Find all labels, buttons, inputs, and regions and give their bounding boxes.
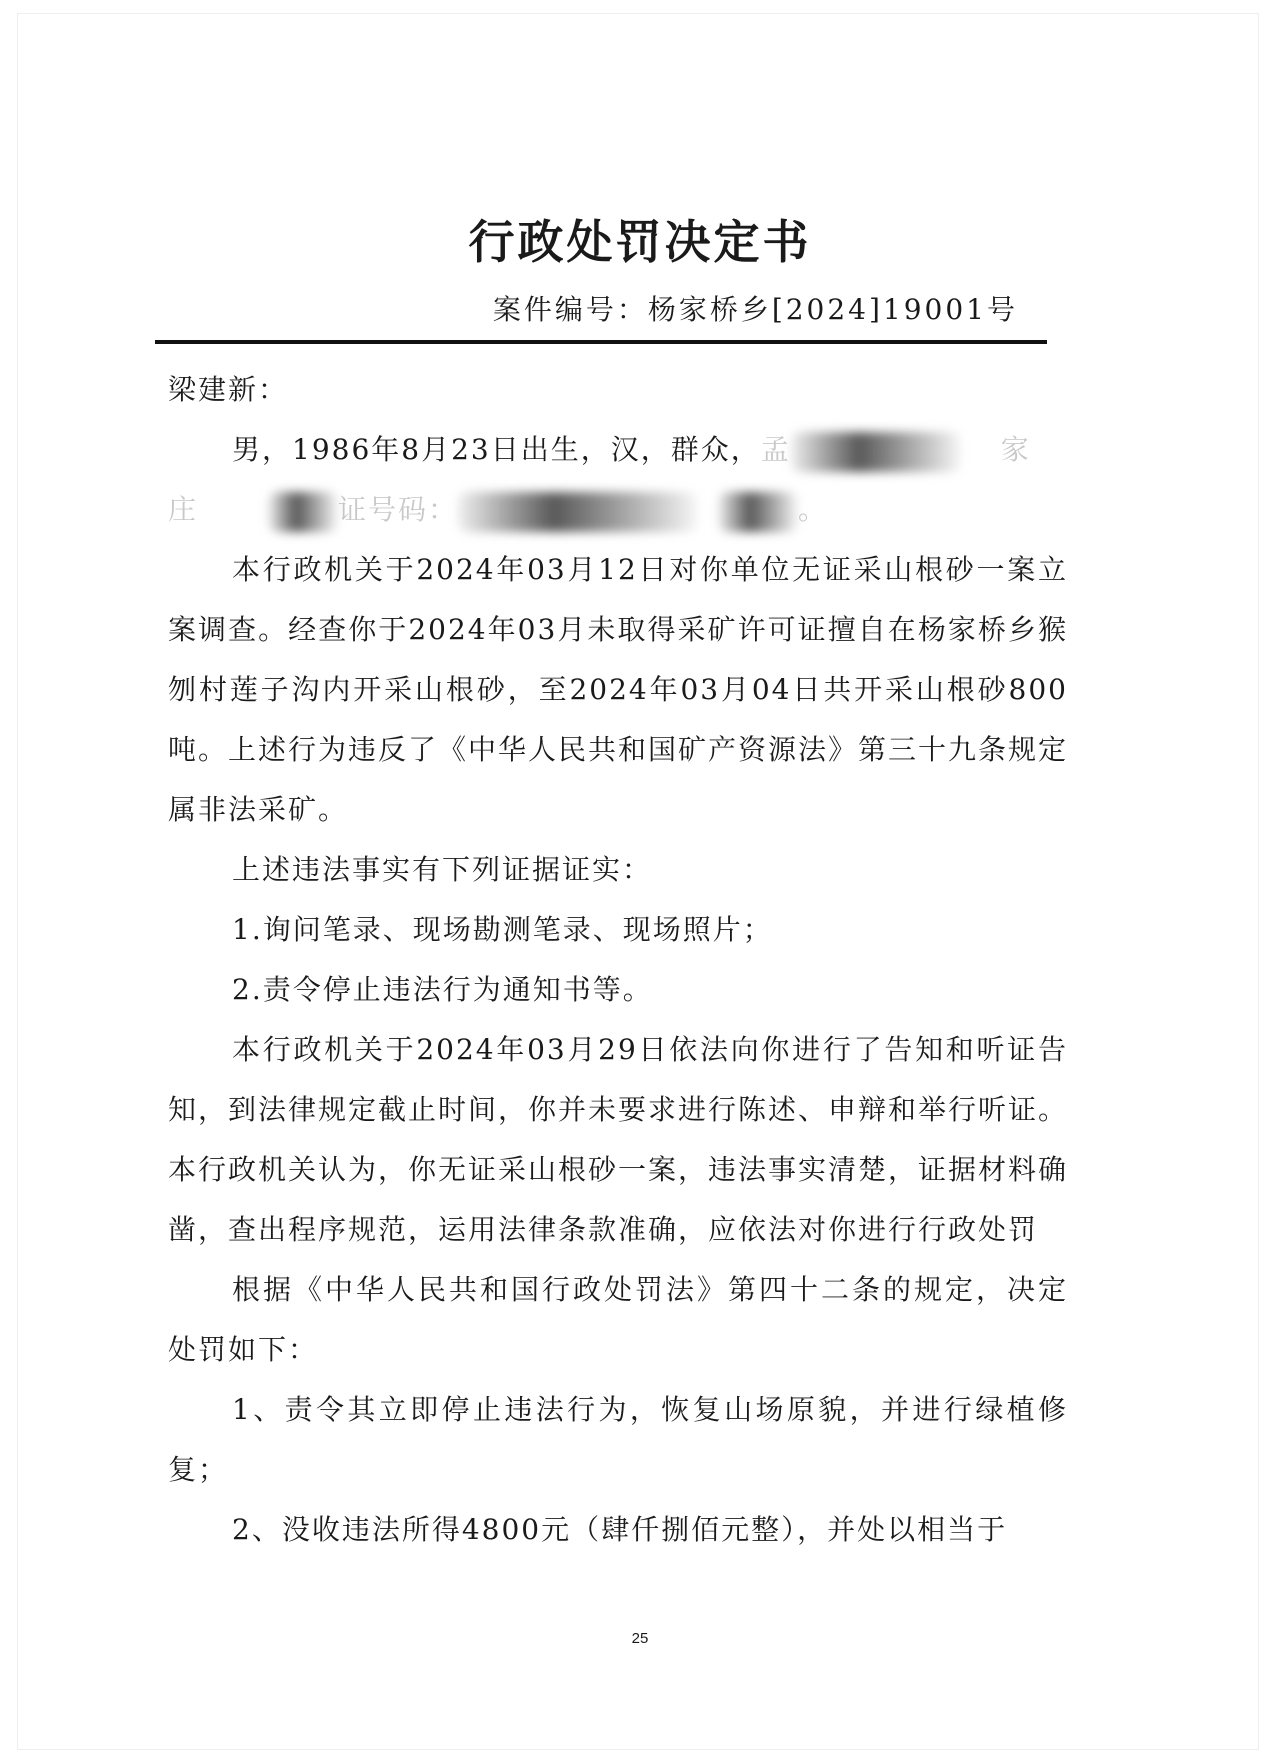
personal-info-fragment: 庄 [168, 493, 199, 526]
paragraph-penalty-2: 2、没收违法所得4800元（肆仟捌佰元整），并处以相当于 [232, 1513, 1008, 1546]
paragraph-penalty-1: 1、责令其立即停止违法行为，恢复山场原貌，并进行绿植修复； [168, 1393, 1068, 1486]
paragraph-evidence-1: 1.询问笔录、现场勘测笔录、现场照片； [232, 913, 773, 946]
personal-info-fragment: 家 [1000, 433, 1031, 466]
personal-info-fragment: 孟 [760, 433, 791, 466]
personal-info-line [168, 420, 1068, 480]
header-divider [155, 340, 1047, 344]
personal-info-text: 男，1986年8月23日出生，汉，群众， [232, 433, 761, 466]
case-number: 案件编号：杨家桥乡[2024]19001号 [492, 293, 1018, 326]
page-number: 25 [631, 1630, 649, 1647]
paragraph-evidence-2: 2.责令停止违法行为通知书等。 [232, 973, 653, 1006]
paragraph-evidence-intro: 上述违法事实有下列证据证实： [232, 853, 653, 886]
paragraph-notification: 本行政机关于2024年03月29日依法向你进行了告知和听证告知，到法律规定截止时间，你并未要求进行陈述、申辩和举行听证。本行政机关认为，你无证采山根砂一案，违法事实清楚，证据材料确凿，查出程序规范，运用法律条款准确，应依法对你进行行政处罚 [168, 1033, 1069, 1246]
document-body [168, 360, 1068, 1560]
redaction-mark [268, 492, 338, 532]
recipient-name: 梁建新： [168, 373, 289, 406]
redaction-mark [718, 492, 798, 532]
personal-info-fragment: 。 [798, 493, 829, 526]
paragraph-legal-basis: 根据《中华人民共和国行政处罚法》第四十二条的规定，决定处罚如下： [168, 1273, 1068, 1366]
document-title: 行政处罚决定书 [468, 215, 812, 269]
redaction-mark [791, 432, 961, 472]
personal-info-line-2 [168, 480, 1068, 540]
paragraph-investigation: 本行政机关于2024年03月12日对你单位无证采山根砂一案立案调查。经查你于2024年03月未取得采矿许可证擅自在杨家桥乡猴刎村莲子沟内开采山根砂，至2024年03月04日共开采山根砂800吨。上述行为违反了《中华人民共和国矿产资源法》第三十九条规定属非法采矿。 [168, 553, 1069, 826]
personal-info-fragment: 证号码： [338, 493, 459, 526]
redaction-mark [458, 492, 698, 532]
